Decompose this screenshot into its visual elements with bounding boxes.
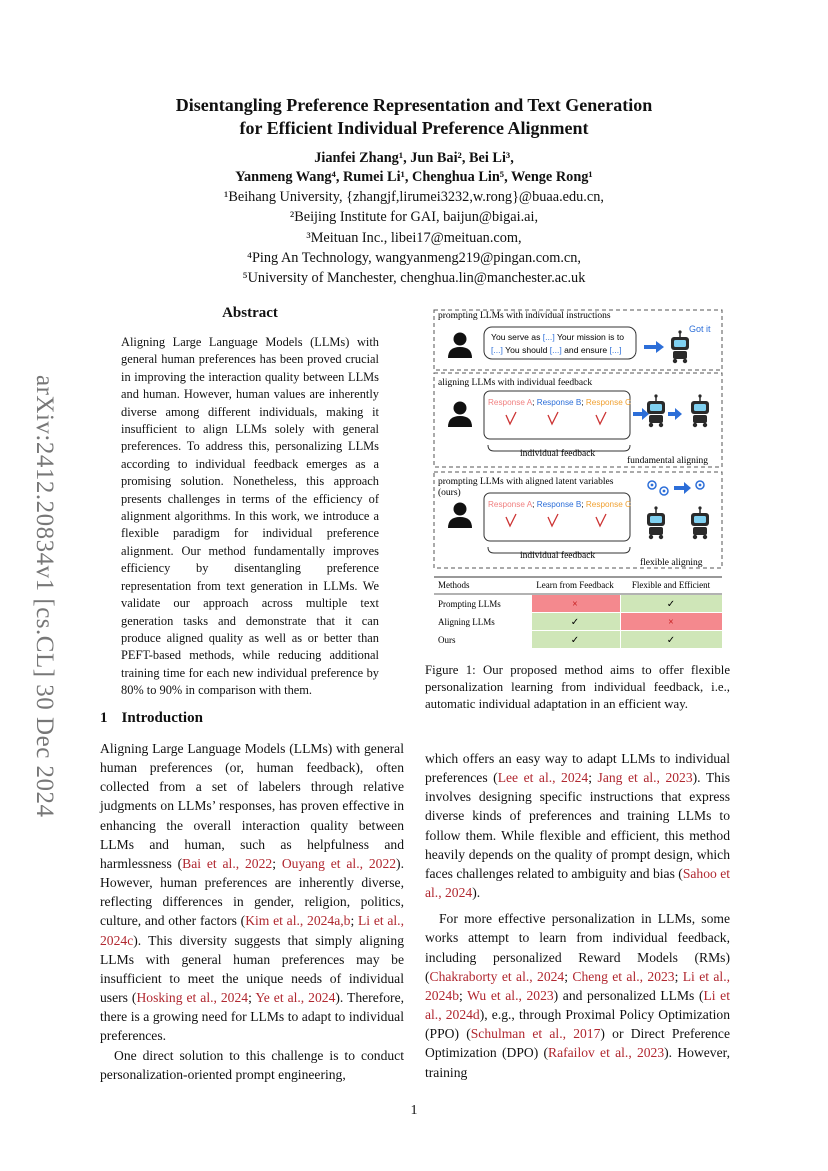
intro-paragraph-4	[425, 909, 730, 1081]
feedback-label: individual feedback	[520, 449, 596, 459]
arrow-icon	[674, 482, 691, 494]
affiliation-1: ¹Beihang University, {zhangjf,lirumei3232,w.rong}@buaa.edu.cn,	[224, 189, 604, 205]
latent-variable-icon	[648, 481, 656, 489]
feedback-mark-icon	[506, 412, 516, 424]
body-text: For more effective personalization in LLMs, some works attempt to learn from individual feedback, including personalized Reward Models (RMs) (	[425, 911, 730, 984]
body-text: ;	[272, 855, 282, 871]
citation-link[interactable]: Li et al., 2024c	[100, 913, 404, 948]
bubble-text: and ensure	[561, 345, 610, 355]
feedback-mark-icon	[548, 412, 558, 424]
panel-aligning	[434, 373, 722, 467]
body-text: ;	[248, 990, 256, 1006]
citation-link[interactable]: Jang et al., 2023	[597, 770, 693, 786]
body-text: ) and personalized LLMs (	[553, 987, 704, 1003]
intro-paragraph-2	[100, 1046, 404, 1084]
citation-link[interactable]: Lee et al., 2024	[497, 770, 589, 786]
affiliation-2: ²Beijing Institute for GAI, baijun@bigai.ai,	[289, 209, 539, 226]
row-value: ×	[668, 617, 674, 628]
panel-1-label: prompting LLMs with individual instructions	[438, 311, 611, 321]
body-text: ), e.g., through Proximal Policy Optimization (PPO) (	[425, 1007, 730, 1042]
panel-2-label: aligning LLMs with individual feedback	[438, 378, 593, 388]
feedback-mark-icon	[548, 514, 558, 526]
row-method: Aligning LLMs	[438, 617, 495, 627]
svg-text:Response A; Response B; Respon: Response A; Response B; Response C	[488, 500, 631, 509]
section-number: 1	[100, 710, 108, 726]
panel-prompting	[434, 310, 722, 370]
robot-icon	[647, 506, 665, 539]
bubble-text: You should	[502, 345, 550, 355]
robot-icon	[647, 394, 665, 427]
user-icon	[448, 402, 472, 428]
svg-text:[...] You should [...] and ens	[491, 345, 621, 355]
arxiv-stamp	[12, 375, 62, 855]
response-a-label: Response A	[488, 398, 533, 407]
body-text: ;	[458, 987, 468, 1003]
citation-link[interactable]: Wu et al., 2023	[467, 987, 554, 1003]
bubble-text: Your mission is to	[554, 332, 624, 342]
table-header: Methods	[438, 580, 470, 590]
intro-paragraph-1	[100, 739, 404, 1046]
row-method: Prompting LLMs	[438, 599, 501, 609]
feedback-mark-icon	[596, 412, 606, 424]
bubble-text: [...]	[549, 345, 562, 355]
response-c-label: Response C	[585, 398, 631, 407]
body-text: ;	[674, 968, 683, 984]
figure-caption: Figure 1: Our proposed method aims to offer flexible personalization learning from individual feedback, i.e., automatic individual adaptation in an efficient way.	[425, 663, 730, 711]
latent-variable-icon	[696, 481, 704, 489]
svg-text:Response A; Response B; Respon: Response A; Response B; Response C	[488, 398, 631, 407]
got-it-label: Got it	[689, 324, 711, 334]
right-column	[425, 749, 730, 1082]
bubble-text: You serve as	[491, 332, 543, 342]
row-value: ✓	[570, 617, 580, 628]
intro-paragraph-3	[425, 749, 730, 902]
arrow-icon	[644, 341, 664, 353]
row-value: ✓	[666, 635, 676, 646]
row-method: Ours	[438, 635, 456, 645]
citation-link[interactable]: Kim et al., 2024a,b	[245, 913, 351, 929]
arrow-icon	[633, 408, 649, 420]
table-header: Learn from Feedback	[536, 580, 614, 590]
title-line-1: Disentangling Preference Representation and Text Generation	[175, 95, 653, 115]
arxiv-id: arXiv:2412.20834v1 [cs.CL] 30 Dec 2024	[31, 375, 58, 818]
robot-icon	[671, 330, 689, 363]
body-text: Aligning Large Language Models (LLMs) with general human preferences (or, human feedback), often collected from a set of labelers through relative judgments on LLMs’ responses, has proven effective in enhancing the overall interaction quality between LLMs and human, such as helpfulness and harmlessness (	[100, 741, 404, 871]
citation-link[interactable]: Cheng et al., 2023	[572, 968, 675, 984]
citation-link[interactable]: Ouyang et al., 2022	[281, 855, 397, 871]
bubble-text: [...]	[609, 345, 622, 355]
feedback-mark-icon	[506, 514, 516, 526]
body-text: ;	[564, 968, 573, 984]
comparison-table	[434, 577, 722, 648]
paper-title	[90, 94, 738, 140]
body-text: ). This involves designing specific instructions that express diverse kinds of preferences and training LLMs to follow them. While flexible and efficient, this method heavily depends on the quality of prompt design, which faces challenges related to ambiguity and bias (	[425, 770, 731, 881]
bubble-text: [...]	[491, 345, 503, 355]
affiliations	[90, 187, 738, 288]
page-number: 1	[410, 1103, 418, 1118]
svg-text:You serve as [...] Your missio	[491, 332, 624, 342]
body-text: ;	[588, 770, 598, 786]
left-column	[100, 739, 404, 1084]
body-text: ) or Direct Preference Optimization (DPO) (	[425, 1026, 730, 1061]
response-b-label: Response B	[536, 500, 582, 509]
result-label: flexible aligning	[640, 558, 703, 568]
response-b-label: Response B	[536, 398, 582, 407]
citation-link[interactable]: Li et al., 2024b	[425, 968, 730, 1003]
response-a-label: Response A	[488, 500, 533, 509]
arrow-icon	[668, 408, 682, 420]
abstract-heading: Abstract	[222, 305, 278, 321]
citation-link[interactable]: Sahoo et al., 2024	[425, 865, 731, 901]
citation-link[interactable]: Schulman et al., 2017	[470, 1026, 601, 1042]
panel-ours	[434, 472, 722, 568]
citation-link[interactable]: Bai et al., 2022	[182, 855, 273, 871]
feedback-mark-icon	[596, 514, 606, 526]
intro-heading	[100, 710, 203, 727]
citation-link[interactable]: Rafailov et al., 2023	[548, 1045, 665, 1061]
panel-3-sublabel: (ours)	[438, 488, 461, 498]
result-label: fundamental aligning	[627, 456, 708, 466]
figure-1	[428, 305, 728, 650]
user-icon	[448, 333, 472, 359]
response-c-label: Response C	[585, 500, 631, 509]
affiliation-4: ⁴Ping An Technology, wangyanmeng219@pingan.com.cn,	[246, 249, 581, 266]
user-icon	[448, 503, 472, 529]
citation-link[interactable]: Ye et al., 2024	[255, 990, 336, 1006]
section-title: Introduction	[121, 710, 203, 726]
robot-icon	[691, 506, 709, 539]
body-text: One direct solution to this challenge is to conduct personalization-oriented prompt engineering,	[100, 1047, 404, 1082]
body-text: which offers an easy way to adapt LLMs to individual preferences (	[425, 751, 730, 786]
row-value: ✓	[570, 635, 580, 646]
bubble-text: [...]	[542, 332, 555, 342]
affiliation-5: ⁵University of Manchester, chenghua.lin@manchester.ac.uk	[242, 270, 586, 287]
body-text: ). Therefore, there is a growing need for LLMs to adapt to individual preferences.	[100, 990, 405, 1044]
author-list	[90, 149, 738, 186]
latent-variable-icon	[660, 487, 668, 495]
body-text: ). However, human preferences are inherently diverse, reflecting differences in gender, religion, politics, culture, and other factors (	[100, 855, 404, 929]
citation-link[interactable]: Hosking et al., 2024	[136, 990, 249, 1006]
row-value: ✓	[666, 599, 676, 610]
body-text: ). This diversity suggests that simply aligning LLMs with general human preferences may be insufficient to meet the unique needs of individual users (	[100, 932, 404, 1006]
table-header: Flexible and Efficient	[631, 580, 711, 590]
body-text: ).	[472, 885, 481, 901]
citation-link[interactable]: Chakraborty et al., 2024	[429, 968, 565, 984]
body-text: ). However, training	[425, 1045, 731, 1080]
row-value: ×	[572, 599, 578, 610]
panel-3-label: prompting LLMs with aligned latent variables	[438, 477, 614, 487]
title-line-2: for Efficient Individual Preference Alignment	[239, 118, 589, 138]
authors-line-1: Jianfei Zhang¹, Jun Bai², Bei Li³,	[314, 150, 514, 166]
robot-icon	[691, 394, 709, 427]
feedback-label: individual feedback	[520, 551, 596, 561]
citation-link[interactable]: Li et al., 2024d	[425, 987, 730, 1023]
abstract-text: Aligning Large Language Models (LLMs) with general human preferences has been proved crucial in improving the interaction quality between LLMs and human. However, human values are inherently diverse among different individuals, making it insufficient to align LLMs solely with general preferences. To address this, personalizing LLMs according to individual feedback emerges as a promising solution. Nonetheless, this approach presents challenges in terms of the efficiency of alignment algorithms. In this work, we introduce a flexible paradigm for individual preference alignment. Our method fundamentally improves efficiency by disentangling preference representation from text generation in LLMs. We validate our approach across multiple text generation tasks and demonstrate that it can produce aligned quality as well as or better than PEFT-based methods, while reducing additional training time for each new individual preference by 80% to 90% in comparison with them.	[121, 335, 379, 698]
affiliation-3: ³Meituan Inc., libei17@meituan.com,	[306, 229, 522, 246]
authors-line-2: Yanmeng Wang⁴, Rumei Li¹, Chenghua Lin⁵, Wenge Rong¹	[235, 168, 593, 185]
body-text: ;	[350, 913, 358, 929]
